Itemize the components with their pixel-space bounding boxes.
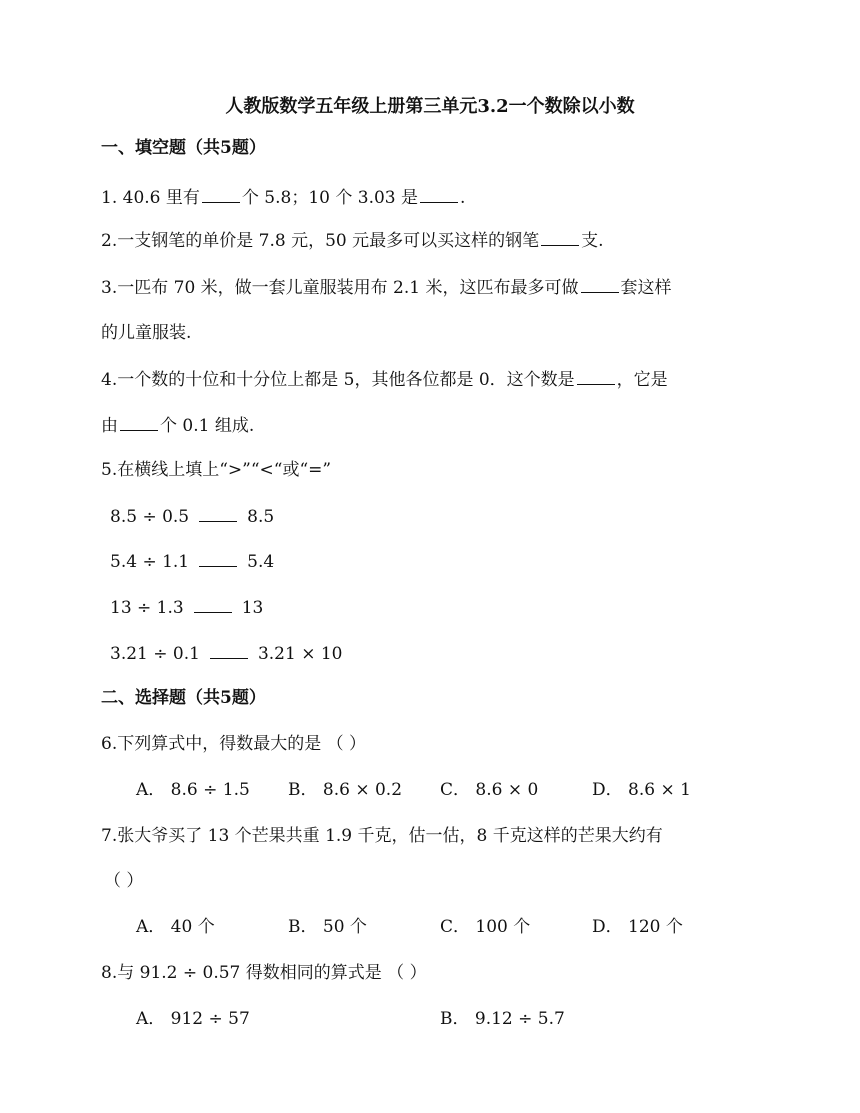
question-1-text-b: 个 5.8；10 个 3.03 是 bbox=[241, 188, 419, 208]
compare-left: 8.5 ÷ 0.5 bbox=[110, 507, 190, 527]
option-b[interactable]: B． 9.12 ÷ 5.7 bbox=[440, 1009, 565, 1029]
compare-right: 3.21 × 10 bbox=[257, 644, 343, 664]
answer-blank[interactable] bbox=[577, 367, 615, 385]
question-3-line-2: 的儿童服装. bbox=[101, 323, 192, 343]
answer-blank[interactable] bbox=[541, 228, 579, 246]
question-3-text-b: 套这样 bbox=[620, 278, 672, 298]
answer-blank[interactable] bbox=[420, 185, 458, 203]
question-1 bbox=[101, 185, 465, 210]
page-title: 人教版数学五年级上册第三单元3.2一个数除以小数 bbox=[225, 96, 635, 117]
option-a[interactable]: A． 40 个 bbox=[136, 917, 215, 937]
compare-right: 13 bbox=[241, 598, 264, 618]
option-d[interactable]: D． 120 个 bbox=[592, 917, 683, 937]
answer-blank[interactable] bbox=[120, 413, 158, 431]
compare-row bbox=[110, 641, 343, 666]
question-2-text-b: 支. bbox=[581, 231, 604, 251]
question-3-text-a: 3.一匹布 70 米，做一套儿童服装用布 2.1 米，这匹布最多可做 bbox=[101, 278, 579, 298]
question-4 bbox=[101, 367, 668, 392]
option-a[interactable]: A． 912 ÷ 57 bbox=[136, 1009, 250, 1029]
section-heading-fill-blank: 一、填空题（共5题） bbox=[101, 138, 266, 158]
compare-left: 5.4 ÷ 1.1 bbox=[110, 552, 190, 572]
answer-blank[interactable] bbox=[210, 641, 248, 659]
compare-row bbox=[110, 504, 274, 529]
question-4-line-2 bbox=[101, 413, 254, 438]
compare-right: 5.4 bbox=[247, 552, 275, 572]
question-4-text-a: 4.一个数的十位和十分位上都是 5，其他各位都是 0．这个数是 bbox=[101, 370, 575, 390]
compare-right: 8.5 bbox=[247, 507, 275, 527]
option-c[interactable]: C． 8.6 × 0 bbox=[440, 780, 539, 800]
question-3 bbox=[101, 275, 672, 300]
question-2 bbox=[101, 228, 604, 253]
option-a[interactable]: A． 8.6 ÷ 1.5 bbox=[136, 780, 250, 800]
compare-left: 3.21 ÷ 0.1 bbox=[110, 644, 200, 664]
option-b[interactable]: B． 8.6 × 0.2 bbox=[288, 780, 403, 800]
option-c[interactable]: C． 100 个 bbox=[440, 917, 531, 937]
section-heading-multiple-choice: 二、选择题（共5题） bbox=[101, 688, 266, 708]
option-d[interactable]: D． 8.6 × 1 bbox=[592, 780, 691, 800]
option-b[interactable]: B． 50 个 bbox=[288, 917, 367, 937]
answer-blank[interactable] bbox=[202, 185, 240, 203]
question-4-text-b: ，它是 bbox=[616, 370, 668, 390]
question-6-stem: 6.下列算式中，得数最大的是 （ ） bbox=[101, 734, 367, 754]
answer-blank[interactable] bbox=[199, 504, 237, 522]
compare-row bbox=[110, 595, 263, 620]
question-8-stem: 8.与 91.2 ÷ 0.57 得数相同的算式是 （ ） bbox=[101, 963, 427, 983]
question-7-stem: 7.张大爷买了 13 个芒果共重 1.9 千克，估一估，8 千克这样的芒果大约有 bbox=[101, 826, 663, 846]
question-4-text-c: 由 bbox=[101, 416, 118, 436]
answer-blank[interactable] bbox=[199, 549, 237, 567]
question-2-text-a: 2.一支钢笔的单价是 7.8 元，50 元最多可以买这样的钢笔 bbox=[101, 231, 540, 251]
question-1-text-a: 1. 40.6 里有 bbox=[101, 188, 200, 208]
question-1-text-c: . bbox=[460, 188, 466, 208]
question-5-stem: 5.在横线上填上“>”“<“或“=” bbox=[101, 460, 332, 480]
answer-blank[interactable] bbox=[581, 275, 619, 293]
compare-left: 13 ÷ 1.3 bbox=[110, 598, 184, 618]
question-4-text-d: 个 0.1 组成. bbox=[160, 416, 255, 436]
answer-blank[interactable] bbox=[194, 595, 232, 613]
question-7-stem-line-2: （ ） bbox=[104, 871, 144, 891]
compare-row bbox=[110, 549, 274, 574]
